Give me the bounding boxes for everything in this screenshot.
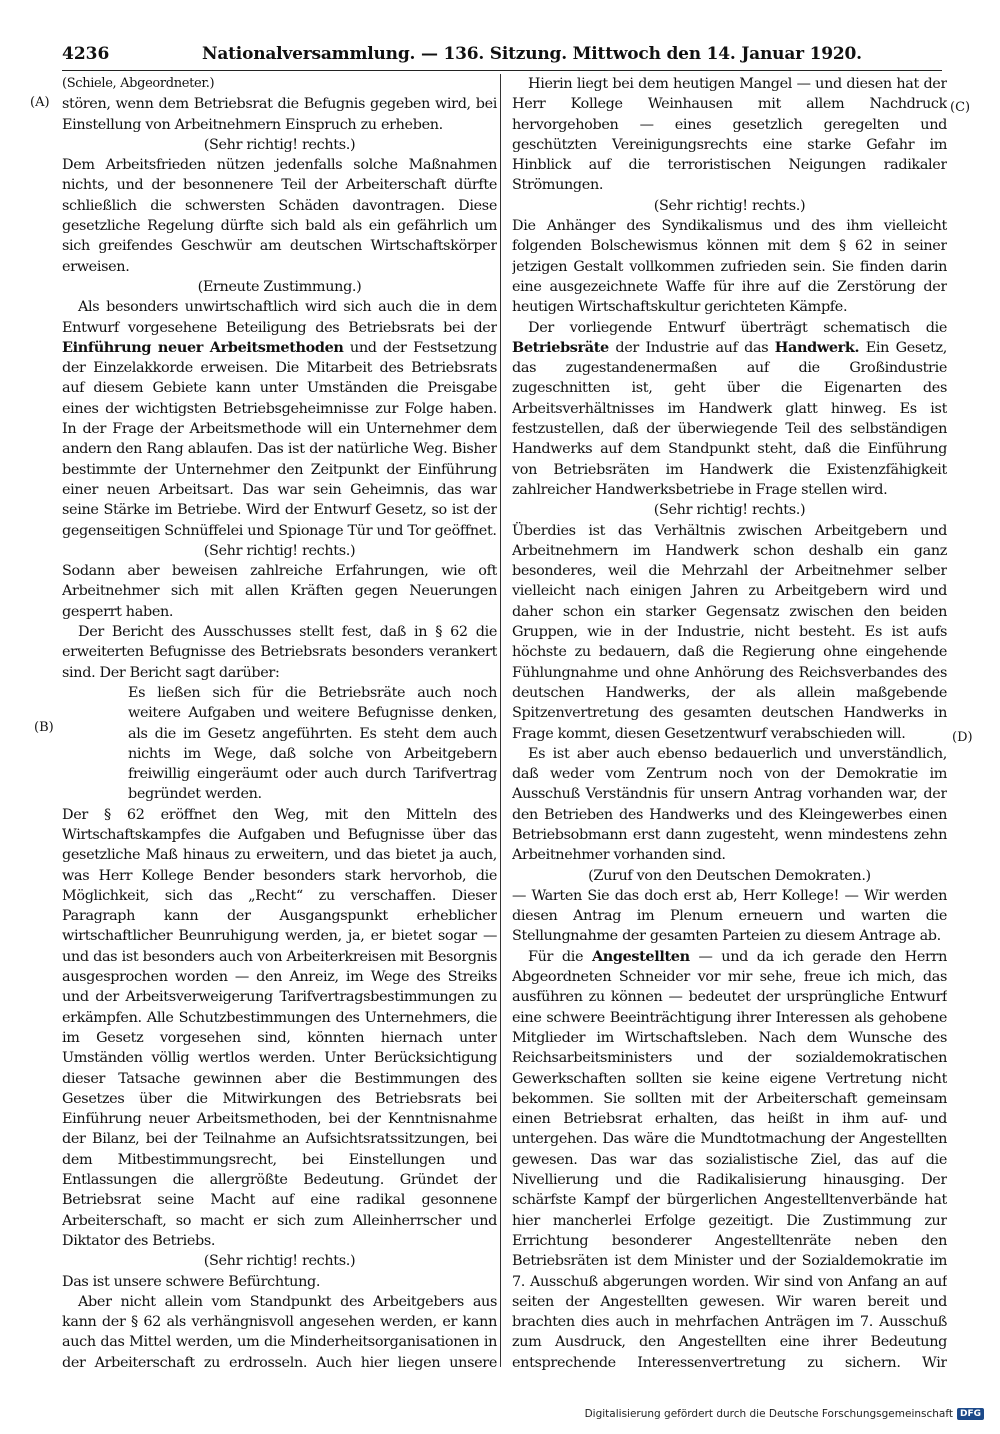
- paragraph: Der § 62 eröffnet den Weg, mit den Mitteln des Wirtschaftskampfes die Aufgaben und Befugnisse über das gesetzliche Maß hinaus zu erweitern, und das bietet ja auch, was Herr Kollege Bender besonders stark hervorhob, die Möglichkeit, sich das „Recht“ zu verschaffen. Dieser Paragraph kann der Ausgangspunkt erheblicher wirtschaftlicher Beunruhigung werden, ja, er bietet sogar — und das ist besonders auch von Arbeiterkreisen mit Besorgnis ausgesprochen worden — den Anreiz, im Wege des Streiks und der Arbeitsverweigerung Tarifvertragsbestimmungen zu erkämpfen. Alle Schutzbestimmungen des Unternehmers, die im Gesetz vorgesehen sind, könnten hiernach unter Umständen völlig wertlos werden. Unter Berücksichtigung dieser Tatsache gewinnen aber die Bestimmungen des Gesetzes über die Mitwirkungen des Betriebsrats bei Einführung neuer Arbeitsmethoden, bei der Kenntnisnahme der Bilanz, bei der Teilnahme an Aufsichtsratssitzungen, bei dem Mitbestimmungsrecht, bei Einstellungen und Entlassungen die allergrößte Bedeutung. Gründet der Betriebsrat seine Macht auf eine radikal gesonnene Arbeiterschaft, so macht er sich zum Alleinherrscher und Diktator des Betriebs.: [62, 806, 497, 1249]
- text-run: und der Festsetzung der Einzelakkorde erweisen. Die Mitarbeit des Betriebsrats auf diesem Gebiete kann unter Umständen die Preisgabe eines der wichtigsten Betriebsgeheimnisse zur Folge haben. In der Frage der Arbeitsmethode will ein Unternehmer dem andern den Rang ablaufen. Das ist der natürliche Weg. Bisher bestimmte der Unternehmer den Zeitpunkt der Einführung einer neuen Arbeitsart. Das war sein Geheimnis, das war seine Stärke im Betriebe. Wird der Entwurf Gesetz, so ist der gegenseitigen Schnüffelei und Spionage Tür und Tor geöffnet.: [62, 339, 497, 539]
- column-divider: [500, 74, 501, 1367]
- interjection: (Sehr richtig! rechts.): [203, 1253, 356, 1270]
- emphasis-text: Handwerk.: [774, 338, 860, 356]
- text-run: Der vorliegende Entwurf überträgt schematisch die: [528, 319, 947, 336]
- header-rule: [62, 70, 942, 71]
- speaker-label: (Schiele, Abgeordneter.): [62, 76, 215, 91]
- interjection: (Sehr richtig! rechts.): [203, 542, 356, 559]
- text-run: Als besonders unwirtschaftlich wird sich auch die in dem Entwurf vorgesehene Beteiligung des Betriebsrats bei der: [62, 299, 497, 336]
- paragraph: [62, 297, 497, 541]
- running-title: Nationalversammlung. — 136. Sitzung. Mittwoch den 14. Januar 1920.: [202, 44, 862, 64]
- paragraph: Dem Arbeitsfrieden nützen jedenfalls solche Maßnahmen nichts, und der besonnenere Teil der Arbeiterschaft dürfte schließlich die schwersten Schäden davontragen. Diese gesetzliche Regelung dürfte sich bald als ein gefährlich um sich greifendes Geschwür am deutschen Wirtschaftskörper erweisen.: [62, 157, 497, 275]
- paragraph: [512, 947, 947, 1370]
- paragraph: stören, wenn dem Betriebsrat die Befugnis gegeben wird, bei Einstellung von Arbeitnehmern Einspruch zu erheben.: [62, 96, 497, 133]
- text-run: der Industrie auf das: [608, 339, 775, 356]
- dfg-logo: DFG: [957, 1408, 984, 1420]
- page-header: [62, 44, 942, 70]
- emphasis-text: Angestellten: [591, 947, 690, 965]
- paragraph: Hierin liegt bei dem heutigen Mangel — und diesen hat der Herr Kollege Weinhausen mit allem Nachdruck hervorgehoben — eines gesetzlich geregelten und geschützten Vereinigungsrechts eine starke Gefahr im Hinblick auf die terroristischen Neigungen radikaler Strömungen.: [512, 76, 947, 194]
- text-run: Ein Gesetz, das zugestandenermaßen auf die Großindustrie zugeschnitten ist, geht über die Eigenarten des Arbeitsverhältnisses im Handwerk glatt hinweg. Es ist festzustellen, daß der überwiegende Teil des selbständigen Handwerks auf dem Standpunkt steht, daß die Einführung von Betriebsräten im Handwerk die Existenzfähigkeit zahlreicher Handwerksbetriebe in Frage stellen wird.: [512, 339, 947, 498]
- paragraph: Die Anhänger des Syndikalismus und des ihm vielleicht folgenden Bolschewismus können mit dem § 62 in seiner jetzigen Gestalt vollkommen zufrieden sein. Sie finden darin eine ausgezeichnete Waffe für ihre auf die Zerstörung der heutigen Wirtschaftskultur gerichteten Kämpfe.: [512, 218, 947, 316]
- paragraph: Aber nicht allein vom Standpunkt des Arbeitgebers aus kann der § 62 als verhängnisvoll angesehen werden, er kann auch das Mittel werden, um die Minderheitsorganisationen in der Arbeiterschaft zu erdrosseln. Auch hier liegen unsere: [62, 1293, 497, 1370]
- paragraph: Es ist aber auch ebenso bedauerlich und unverständlich, daß weder vom Zentrum noch von der Demokratie im Ausschuß Verständnis für unsern Antrag vorhanden war, der den Betrieben des Handwerks und des Kleingewerbes einen Betriebsobmann erst dann zugesteht, wenn mindestens zehn Arbeitnehmer vorhanden sind.: [512, 745, 947, 864]
- margin-marker-d: (D): [952, 730, 973, 745]
- paragraph: [512, 318, 947, 501]
- footer-credit: [585, 1408, 984, 1420]
- funding-note: Digitalisierung gefördert durch die Deutsche Forschungsgemeinschaft: [584, 1408, 953, 1420]
- emphasis-text: Einführung neuer Arbeitsmethoden: [62, 338, 344, 356]
- right-column: [512, 74, 947, 1370]
- interjection: (Erneute Zustimmung.): [197, 278, 362, 295]
- interjection: (Sehr richtig! rechts.): [653, 197, 806, 214]
- emphasis-text: Betriebsräte: [512, 338, 609, 356]
- paragraph: Das ist unsere schwere Befürchtung.: [62, 1273, 321, 1290]
- interjection: (Zuruf von den Deutschen Demokraten.): [588, 867, 871, 884]
- margin-marker-c: (C): [950, 100, 971, 115]
- interjection: (Sehr richtig! rechts.): [653, 502, 806, 519]
- block-quote: Es ließen sich für die Betriebsräte auch noch weitere Aufgaben und weitere Befugnisse denken, als die im Gesetz angeführten. Es steht dem auch nichts im Wege, daß solche von Arbeitgebern freiwillig eingeräumt oder auch durch Tarifvertrag begründet werden.: [128, 684, 497, 803]
- interjection: (Sehr richtig! rechts.): [203, 136, 356, 153]
- text-run: — und da ich gerade den Herrn Abgeordneten Schneider vor mir sehe, freue ich mich, das ausführen zu können — bedeutet der ursprüngliche Entwurf eine schwere Beeinträchtigung ihrer Interessen als gehobene Mitglieder im Wirtschaftsleben. Nach dem Wunsche des Reichsarbeitsministers und der sozialdemokratischen Gewerkschaften sollten sie keine eigene Vertretung nicht bekommen. Sie sollten mit der Arbeiterschaft gemeinsam einen Betriebsrat erhalten, das heißt in ihm auf- und untergehen. Das wäre die Mundtotmachung der Angestellten gewesen. Das war das sozialistische Ziel, das auf die Nivellierung und die Radikalisierung hinausging. Der schärfste Kampf der bürgerlichen Angestelltenverbände hat hier mancherlei Erfolge gezeitigt. Die Zustimmung zur Errichtung besonderer Angestelltenräte neben den Betriebsräten ist dem Minister und der Sozialdemokratie im 7. Ausschuß abgerungen worden. Wir sind von Anfang an auf seiten der Angestellten gewesen. Wir waren bereit und brachten dies auch in mehrfachen Anträgen im 7. Ausschuß zum Ausdruck, den Angestellten eine ihrer Bedeutung entsprechende Interessenvertretung zu sichern. Wir: [512, 948, 947, 1370]
- page-number: 4236: [62, 44, 110, 64]
- left-column: [62, 74, 497, 1370]
- margin-marker-b: (B): [34, 720, 54, 735]
- paragraph: Überdies ist das Verhältnis zwischen Arbeitgebern und Arbeitnehmern im Handwerk schon deshalb ein ganz besonderes, weil die Mehrzahl der Arbeitnehmer selber vielleicht nach einigen Jahren zu Arbeitgebern wird und daher schon ein starker Gegensatz zwischen den beiden Gruppen, wie in der Industrie, nicht besteht. Es ist aufs höchste zu bedauern, daß die Regierung ohne eingehende Fühlungnahme und ohne Anhörung des Reichsverbandes des deutschen Handwerks, der als allein maßgebende Spitzenvertretung des gesamten deutschen Handwerks in Frage kommt, diesen Gesetzentwurf verabschieden will.: [512, 522, 947, 742]
- text-run: Für die: [528, 948, 592, 965]
- paragraph: — Warten Sie das doch erst ab, Herr Kollege! — Wir werden diesen Antrag im Plenum erneuern und warten die Stellungnahme der gesamten Parteien zu diesem Antrage ab.: [512, 887, 947, 945]
- paragraph: Der Bericht des Ausschusses stellt fest, daß in § 62 die erweiterten Befugnisse des Betriebsrats besonders verankert sind. Der Bericht sagt darüber:: [62, 624, 497, 681]
- paragraph: Sodann aber beweisen zahlreiche Erfahrungen, wie oft Arbeitnehmer sich mit allen Kräften gegen Neuerungen gesperrt haben.: [62, 563, 497, 620]
- margin-marker-a: (A): [30, 95, 50, 110]
